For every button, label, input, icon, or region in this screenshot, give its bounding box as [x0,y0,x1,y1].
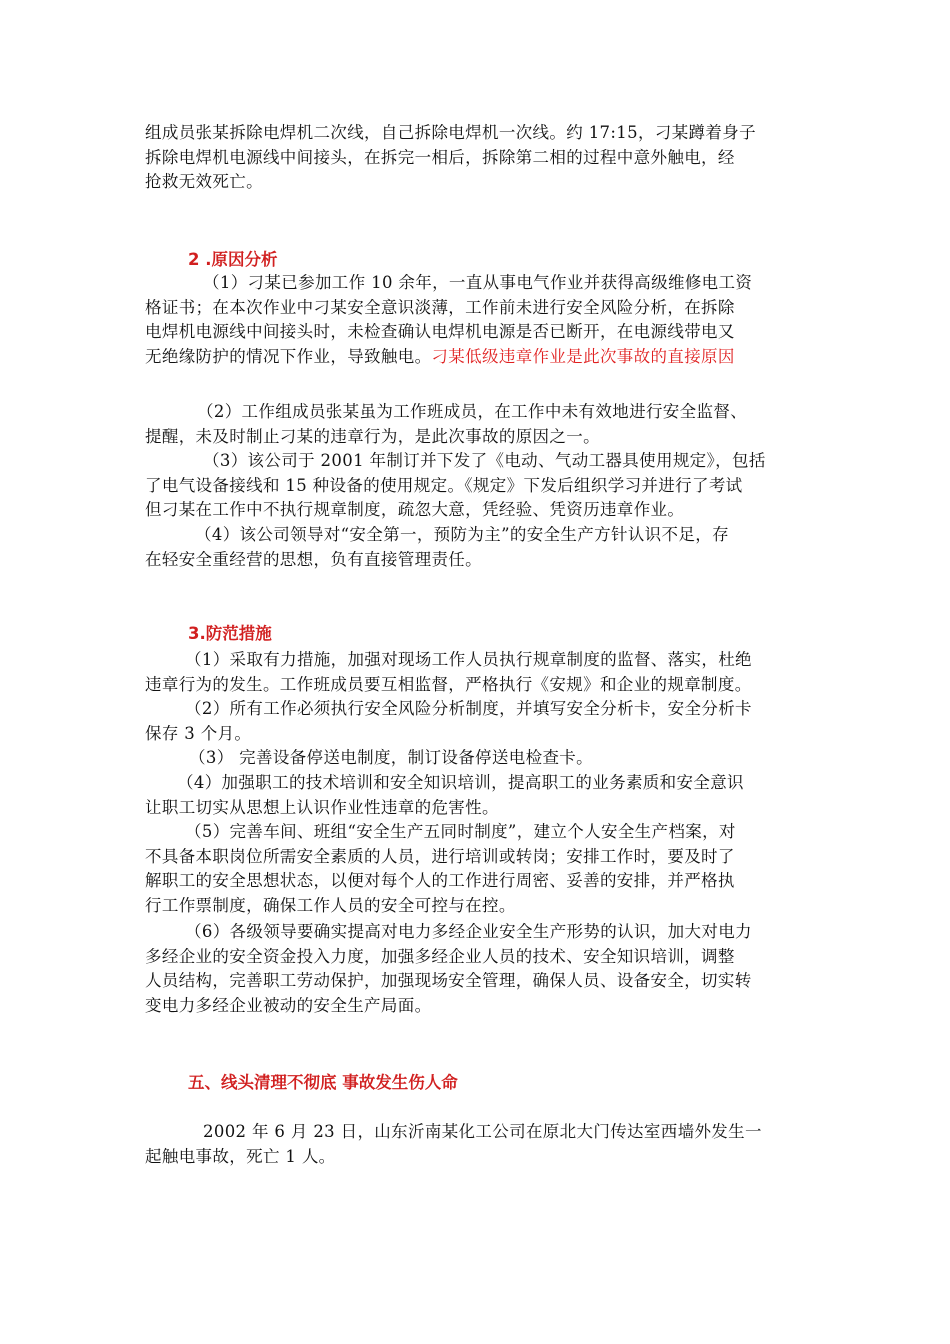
text-line: 让职工切实从思想上认识作业性违章的危害性。 [145,797,499,817]
section-heading-cause-analysis: 2 .原因分析 [188,250,278,269]
text-line: 抢救无效死亡。 [145,172,263,191]
prevention-item-2 [145,697,815,746]
text-line: 电焊机电源线中间接头时，未检查确认电焊机电源是否已断开，在电源线带电又 [145,322,735,341]
section-heading-prevention: 3.防范措施 [188,624,272,643]
text-line: （4）加强职工的技术培训和安全知识培训，提高职工的业务素质和安全意识 [177,773,744,792]
text-line: 组成员张某拆除电焊机二次线，自己拆除电焊机一次线。约 17:15，刁某蹲着身子 [145,123,756,142]
text-line: 拆除电焊机电源线中间接头，在拆完一相后，拆除第二相的过程中意外触电，经 [145,147,735,167]
text-line: 2002 年 6 月 23 日，山东沂南某化工公司在原北大门传达室西墙外发生一 [203,1122,762,1141]
text-line: （2）所有工作必须执行安全风险分析制度，并填写安全分析卡，安全分析卡 [185,699,752,718]
text-line: 行工作票制度，确保工作人员的安全可控与在控。 [145,895,516,915]
highlighted-text: 刁某低级违章作业是此次事故的直接原因 [431,346,735,366]
text-line: （4）该公司领导对“安全第一，预防为主”的安全生产方针认识不足，存 [195,525,729,544]
text-line [145,345,815,370]
text-line: 变电力多经企业被动的安全生产局面。 [145,995,432,1015]
section-heading-incident-5: 五、线头清理不彻底 事故发生伤人命 [188,1073,458,1092]
text-line: 违章行为的发生。工作班成员要互相监督，严格执行《安规》和企业的规章制度。 [145,674,752,694]
text-plain: 无绝缘防护的情况下作业，导致触电。 [145,346,432,366]
prevention-item-3 [145,746,815,771]
prevention-item-1 [145,648,815,697]
text-line: 格证书；在本次作业中刁某安全意识淡薄，工作前未进行安全风险分析，在拆除 [145,297,735,317]
text-line: （2）工作组成员张某虽为工作班成员，在工作中未有效地进行安全监督、 [197,402,748,421]
prevention-item-5 [145,820,815,918]
text-line: 但刁某在工作中不执行规章制度，疏忽大意，凭经验、凭资历违章作业。 [145,500,685,519]
cause-item-1 [145,271,815,369]
prevention-item-4 [145,771,815,820]
incident-5-paragraph [145,1120,815,1169]
text-line: 了电气设备接线和 15 种设备的使用规定。《规定》下发后组织学习并进行了考试 [145,475,743,495]
text-line: （5）完善车间、班组“安全生产五同时制度”，建立个人安全生产档案，对 [185,822,736,841]
cause-item-3 [145,449,815,523]
text-line: 多经企业的安全资金投入力度，加强多经企业人员的技术、安全知识培训，调整 [145,946,735,966]
intro-paragraph [145,121,815,195]
text-line: （3） 完善设备停送电制度，制订设备停送电检查卡。 [189,748,593,767]
text-line: （6）各级领导要确实提高对电力多经企业安全生产形势的认识，加大对电力 [185,922,752,941]
cause-item-4 [145,523,815,572]
text-line: 提醒，未及时制止刁某的违章行为，是此次事故的原因之一。 [145,426,600,446]
text-line: （3）该公司于 2001 年制订并下发了《电动、气动工器具使用规定》，包括 [203,451,766,470]
text-line: 不具备本职岗位所需安全素质的人员，进行培训或转岗；安排工作时，要及时了 [145,846,735,866]
text-line: （1）采取有力措施，加强对现场工作人员执行规章制度的监督、落实，杜绝 [185,650,752,669]
cause-item-2 [145,400,815,449]
text-line: 人员结构，完善职工劳动保护，加强现场安全管理，确保人员、设备安全，切实转 [145,971,752,990]
text-line: 起触电事故，死亡 1 人。 [145,1146,336,1166]
text-line: 解职工的安全思想状态，以便对每个人的工作进行周密、妥善的安排，并严格执 [145,871,735,890]
prevention-item-6 [145,920,815,1018]
text-line: 保存 3 个月。 [145,723,252,743]
text-line: （1）刁某已参加工作 10 余年，一直从事电气作业并获得高级维修电工资 [203,273,753,292]
text-line: 在轻安全重经营的思想，负有直接管理责任。 [145,549,482,569]
